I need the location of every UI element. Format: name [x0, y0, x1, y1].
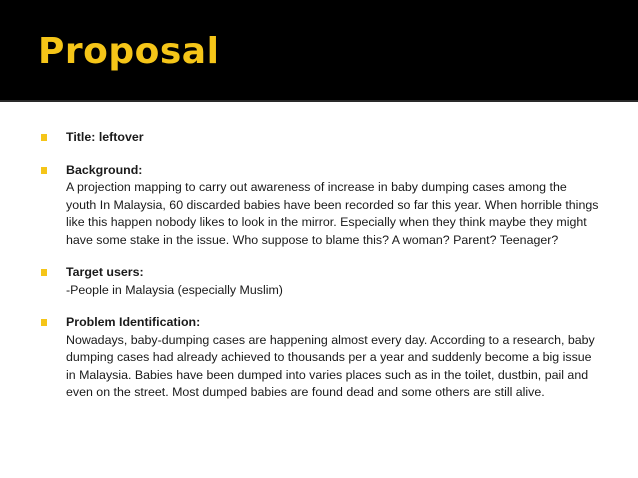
square-bullet-icon: [41, 134, 47, 141]
bullet-item-title: [40, 129, 600, 147]
title-bar: [0, 0, 638, 100]
bullet-body-text: Nowadays, baby-dumping cases are happening almost every day. According to a research, baby dumping cases had already achieved to thousands per a year and suddenly become a big issue in Malaysia. Babies have been dumped into varies places such as in the toilet, dustbin, pail and even on the street. Most dumped babies are found dead and some others are still alive.: [66, 332, 595, 399]
square-bullet-icon: [41, 319, 47, 326]
bullet-body-text: A projection mapping to carry out awareness of increase in baby dumping cases among the youth In Malaysia, 60 discarded babies have been recorded so far this year. When horrible things like this happen nobody likes to look in the mirror. Especially when they think maybe they might have some stake in the issue. Who suppose to blame this? A woman? Parent? Teenager?: [66, 180, 599, 247]
square-bullet-icon: [41, 167, 47, 174]
slide-title: Proposal: [38, 31, 220, 72]
bullet-label: Title: leftover: [66, 130, 144, 144]
bullet-list: [40, 129, 600, 417]
square-bullet-icon: [41, 269, 47, 276]
bullet-item-target-users: [40, 264, 600, 299]
title-divider: [0, 100, 638, 102]
bullet-label: Target users:: [66, 265, 144, 279]
bullet-label: Problem Identification:: [66, 315, 201, 329]
bullet-item-background: [40, 162, 600, 250]
bullet-item-problem-identification: [40, 314, 600, 402]
bullet-label: Background:: [66, 162, 143, 177]
bullet-body-text: -People in Malaysia (especially Muslim): [66, 282, 283, 297]
